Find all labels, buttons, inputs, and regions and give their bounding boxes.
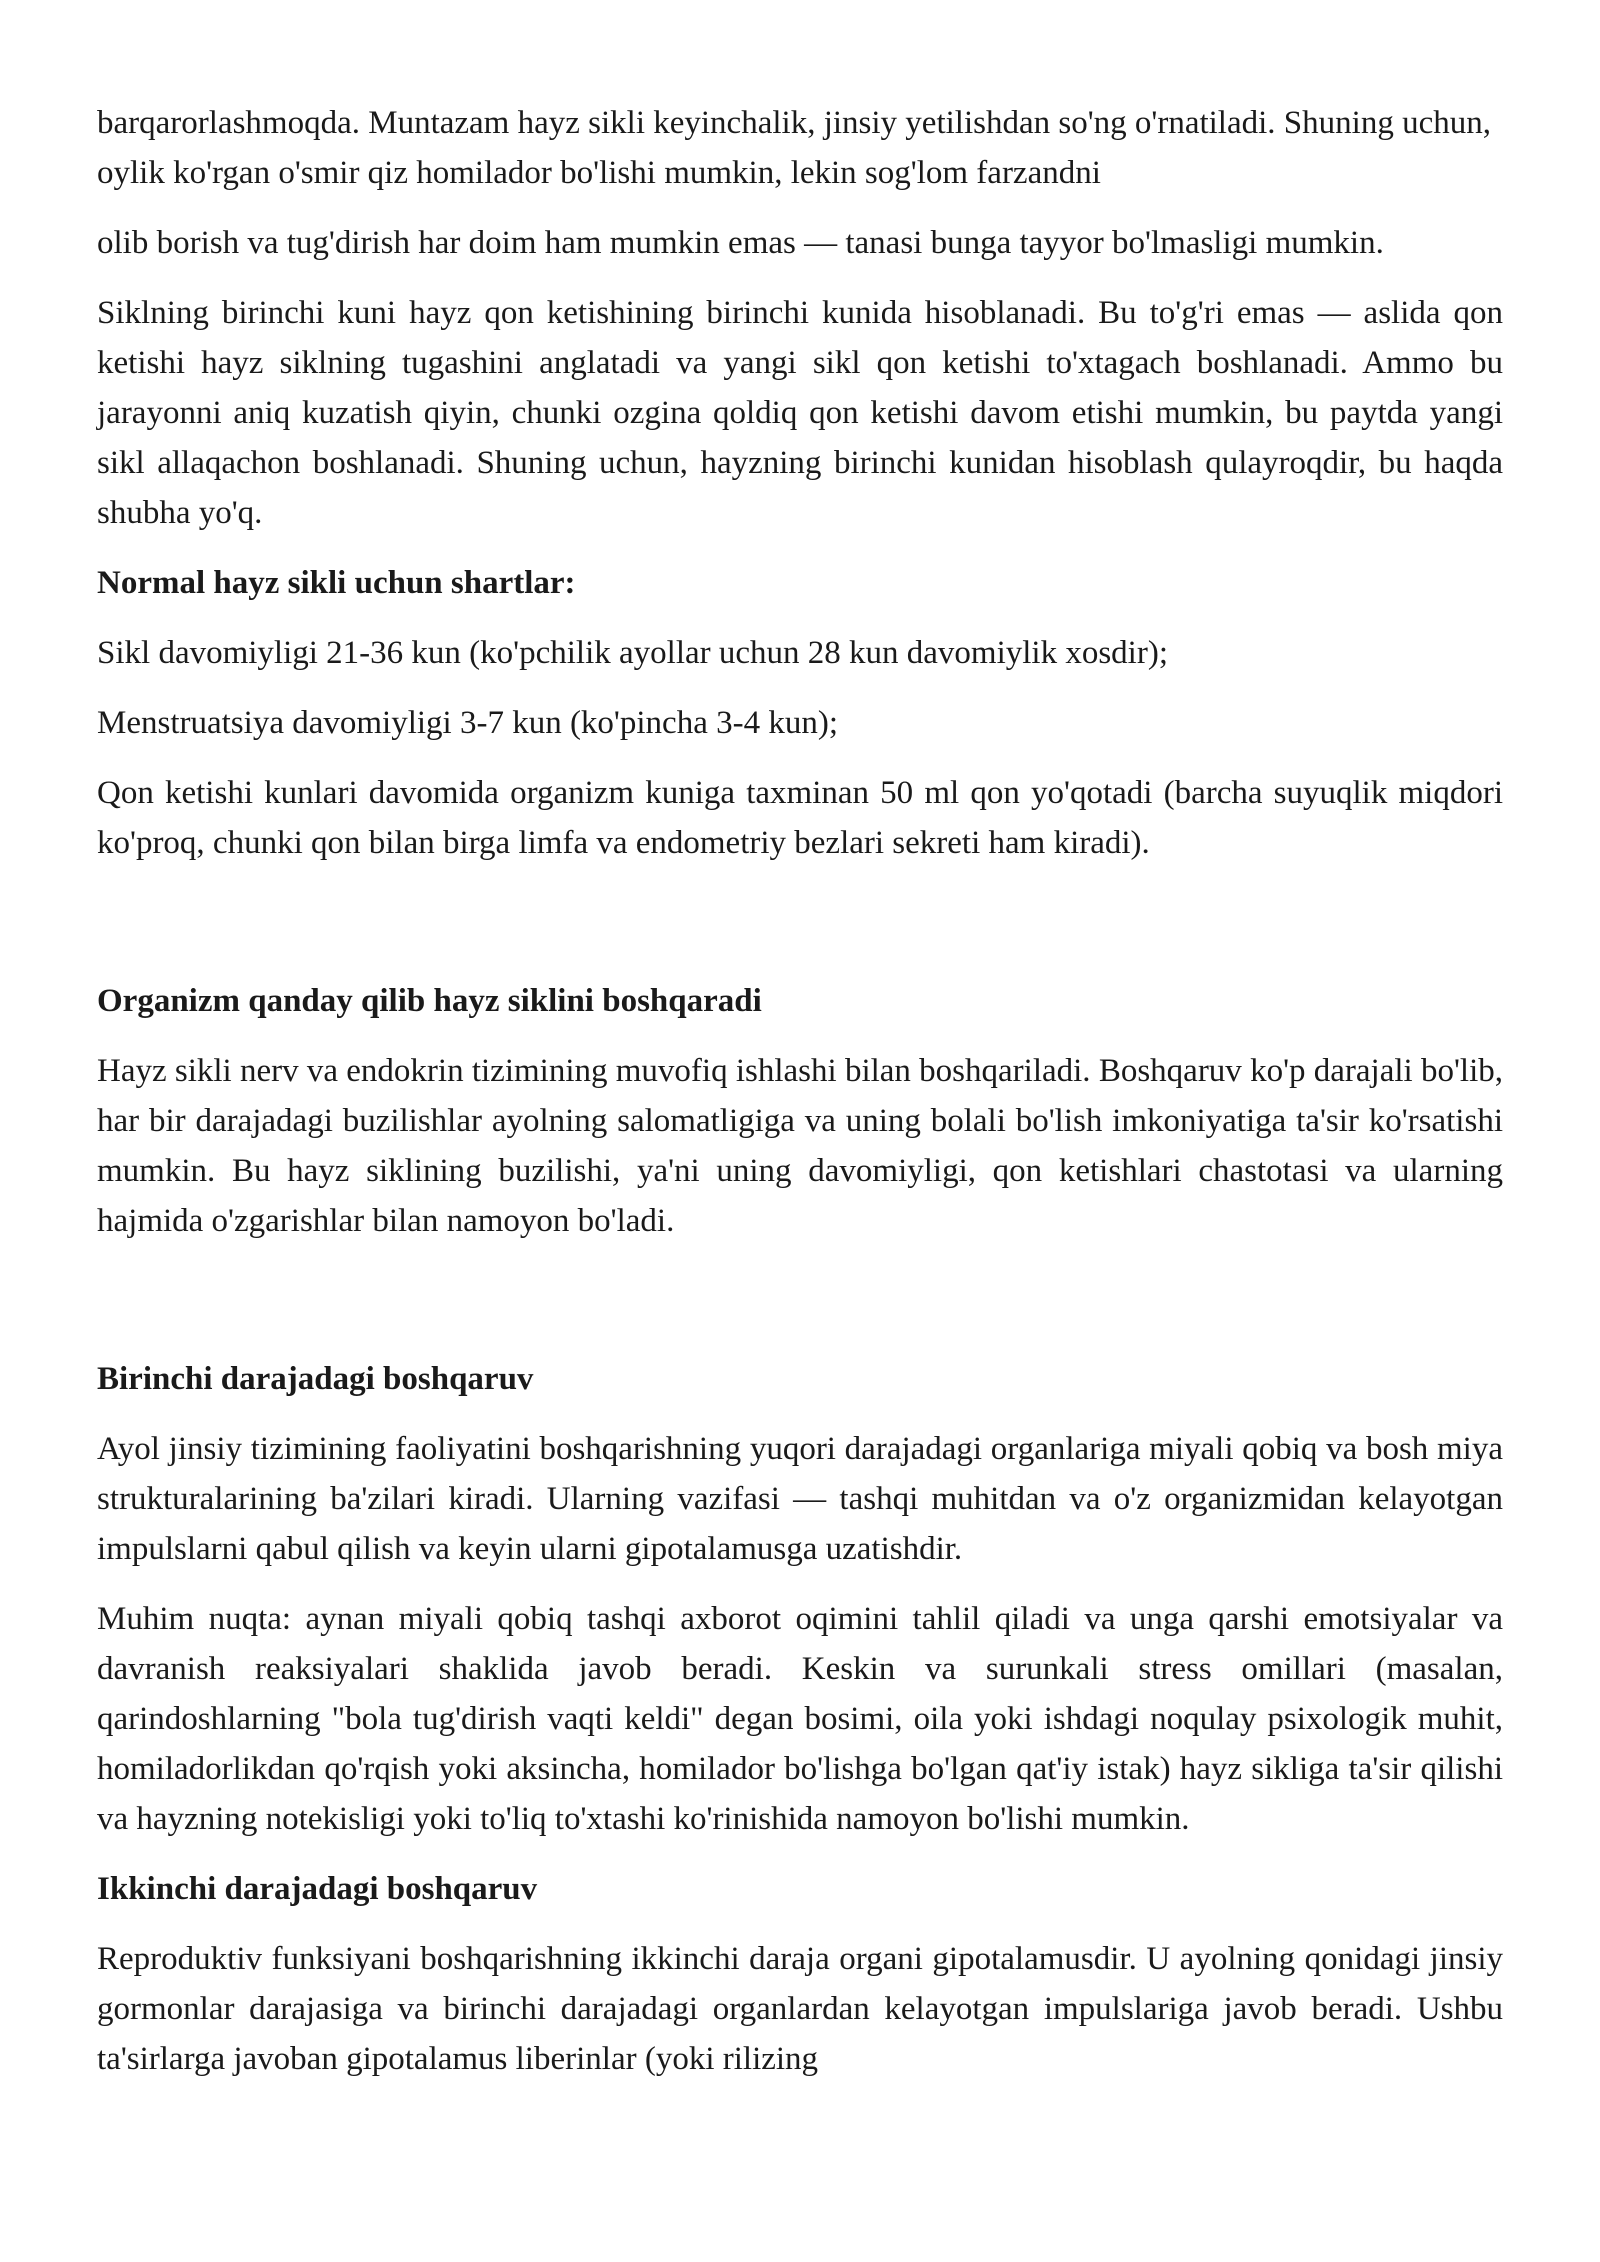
condition-menstruation-length: Menstruatsiya davomiyligi 3-7 kun (ko'pincha 3-4 kun); (97, 705, 838, 741)
paragraph-first-level-control: Ayol jinsiy tizimining faoliyatini boshqarishning yuqori darajadagi organlariga miyali qobiq va bosh miya strukturalarining ba'zilari kiradi. Ularning vazifasi — tashqi muhitdan va o'z organizmidan kelayotgan impulslarni qabul qilish va keyin ularni gipotalamusga uzatishdir. (97, 1431, 1503, 1567)
heading-normal-cycle-conditions: Normal hayz sikli uchun shartlar: (97, 565, 576, 601)
heading-cycle-regulation: Organizm qanday qilib hayz siklini boshqaradi (97, 983, 762, 1019)
paragraph-important-point: Muhim nuqta: aynan miyali qobiq tashqi axborot oqimini tahlil qiladi va unga qarshi emotsiyalar va davranish reaksiyalari shaklida javob beradi. Keskin va surunkali stress omillari (masalan, qarindoshlarning "bola tug'dirish vaqti keldi" degan bosimi, oila yoki ishdagi noqulay psixologik muhit, homiladorlikdan qo'rqish yoki aksincha, homilador bo'lishga bo'lgan qat'iy istak) hayz sikliga ta'sir qilishi va hayzning notekisligi yoki to'liq to'xtashi ko'rinishida namoyon bo'lishi mumkin. (97, 1601, 1503, 1837)
condition-cycle-length: Sikl davomiyligi 21-36 kun (ko'pchilik ayollar uchun 28 kun davomiylik xosdir); (97, 635, 1169, 671)
paragraph-cycle-first-day: Siklning birinchi kuni hayz qon ketishining birinchi kunida hisoblanadi. Bu to'g'ri emas — aslida qon ketishi hayz siklning tugashini anglatadi va yangi sikl qon ketishi to'xtagach boshlanadi. Ammo bu jarayonni aniq kuzatish qiyin, chunki ozgina qoldiq qon ketishi davom etishi mumkin, bu paytda yangi sikl allaqachon boshlanadi. Shuning uchun, hayzning birinchi kunidan hisoblash qulayroqdir, bu haqda shubha yo'q. (97, 295, 1503, 531)
paragraph-cycle-regulation: Hayz sikli nerv va endokrin tizimining muvofiq ishlashi bilan boshqariladi. Boshqaruv ko'p darajali bo'lib, har bir darajadagi buzilishlar ayolning salomatligiga va uning bolali bo'lish imkoniyatiga ta'sir ko'rsatishi mumkin. Bu hayz siklining buzilishi, ya'ni uning davomiyligi, qon ketishlari chastotasi va ularning hajmida o'zgarishlar bilan namoyon bo'ladi. (97, 1053, 1503, 1239)
condition-blood-loss: Qon ketishi kunlari davomida organizm kuniga taxminan 50 ml qon yo'qotadi (barcha suyuqlik miqdori ko'proq, chunki qon bilan birga limfa va endometriy bezlari sekreti ham kiradi). (97, 775, 1503, 861)
document-page (97, 98, 1503, 2104)
paragraph-second-level-control: Reproduktiv funksiyani boshqarishning ikkinchi daraja organi gipotalamusdir. U ayolning qonidagi jinsiy gormonlar darajasiga va birinchi darajadagi organlardan kelayotgan impulslariga javob beradi. Ushbu ta'sirlarga javoban gipotalamus liberinlar (yoki rilizing (97, 1941, 1503, 2077)
heading-second-level-control: Ikkinchi darajadagi boshqaruv (97, 1871, 538, 1907)
paragraph-intro-part2: olib borish va tug'dirish har doim ham mumkin emas — tanasi bunga tayyor bo'lmasligi mumkin. (97, 225, 1384, 261)
paragraph-intro-part1: barqarorlashmoqda. Muntazam hayz sikli keyinchalik, jinsiy yetilishdan so'ng o'rnatiladi. Shuning uchun, oylik ko'rgan o'smir qiz homilador bo'lishi mumkin, lekin sog'lom farzandni (97, 105, 1491, 191)
heading-first-level-control: Birinchi darajadagi boshqaruv (97, 1361, 534, 1397)
